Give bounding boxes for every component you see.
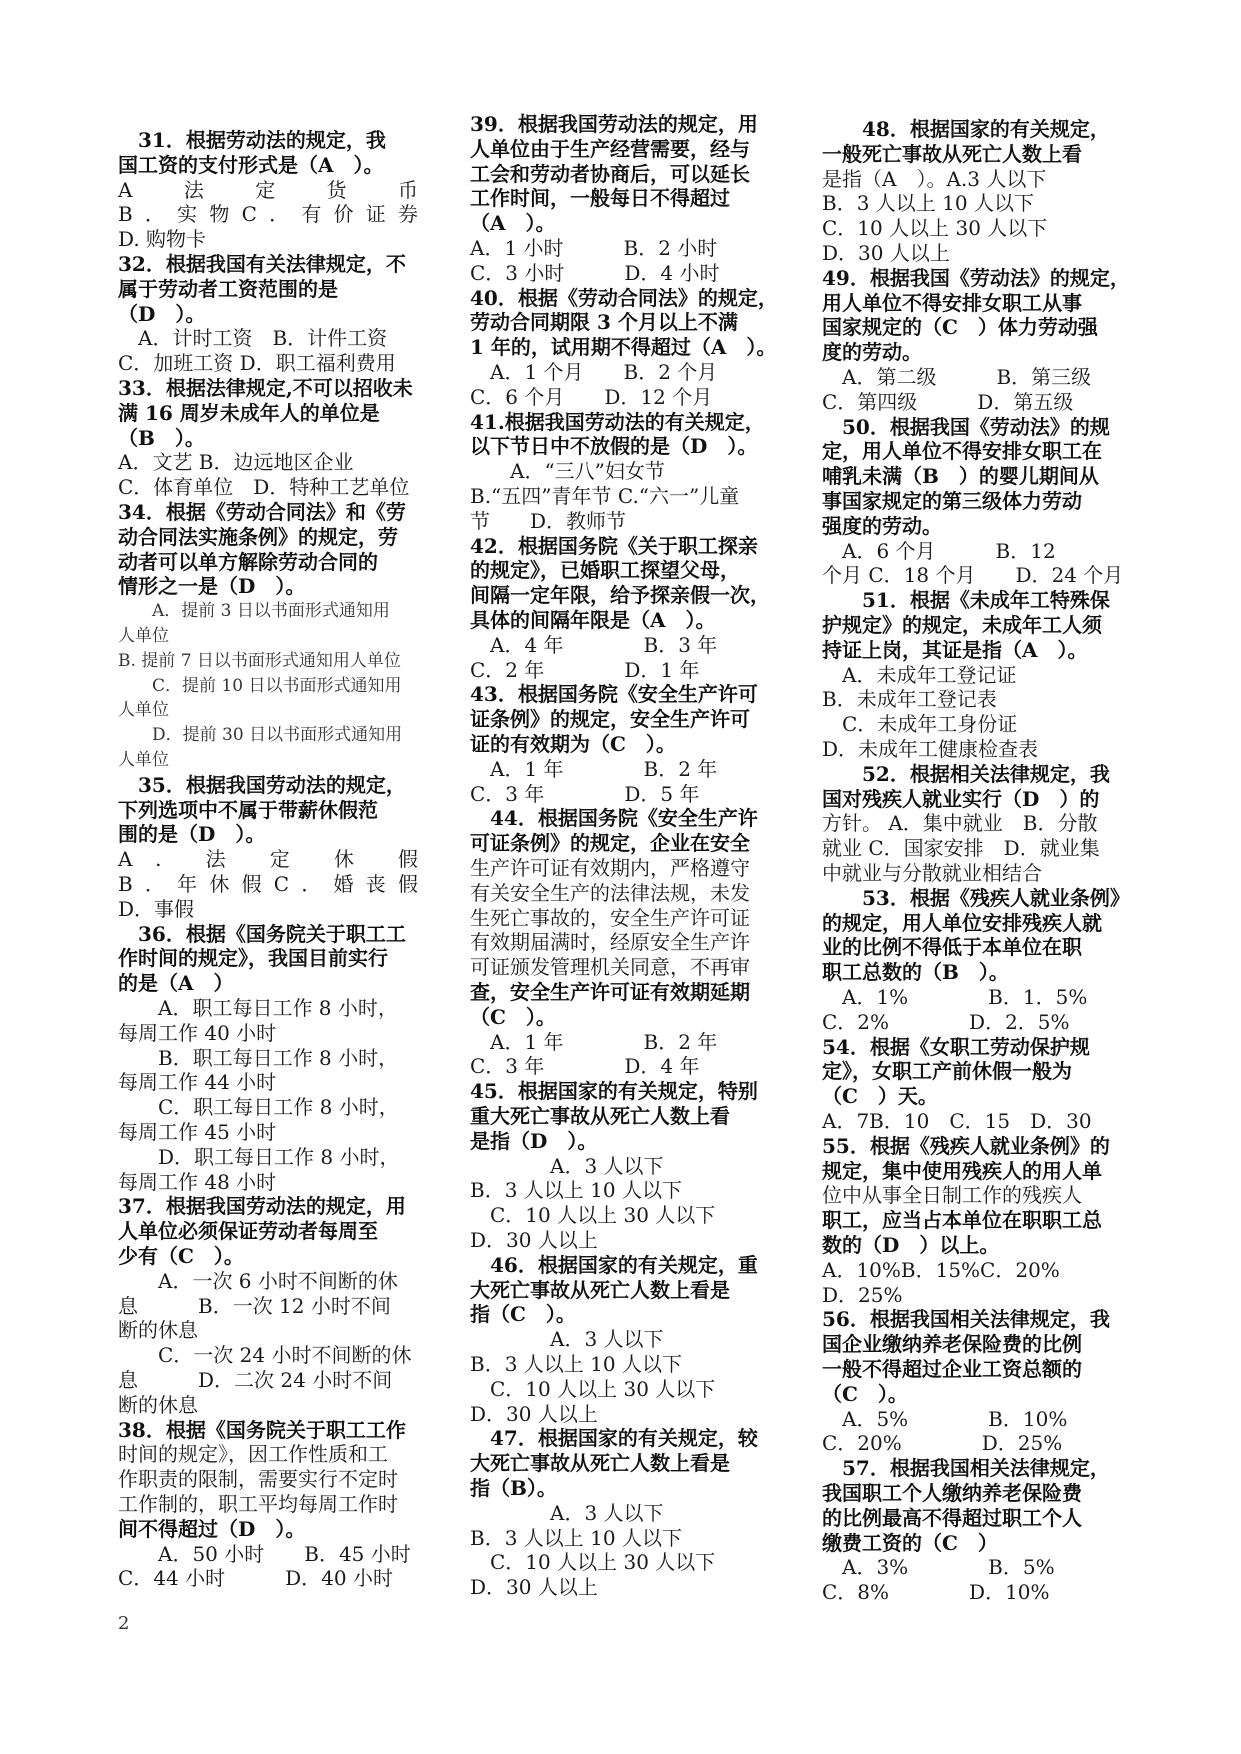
text-line: 人单位必须保证劳动者每周至 xyxy=(118,1219,378,1244)
text-line: A．6 个月 B．12 xyxy=(822,538,1056,563)
text-line: 少有（C ）。 xyxy=(118,1244,244,1268)
text-line: 节 D．教师节 xyxy=(470,508,627,533)
text-line: A．提前 3 日以书面形式通知用 xyxy=(118,601,390,622)
text-line: B. 提前 7 日以书面形式通知用人单位 xyxy=(118,650,401,671)
text-line: 45．根据国家的有关规定，特别 xyxy=(470,1079,758,1104)
text-line: 位中从事全日制工作的残疾人 xyxy=(822,1183,1082,1208)
text-line: B．年休假C．婚丧假 xyxy=(118,872,418,896)
text-line: D．事假 xyxy=(118,896,195,921)
text-line: D．职工每日工作 8 小时， xyxy=(118,1144,400,1169)
text-line: 1 年的，试用期不得超过（A ）。 xyxy=(470,335,777,360)
text-line: 34．根据《劳动合同法》和《劳 xyxy=(118,500,406,524)
text-line: 46．根据国家的有关规定，重 xyxy=(470,1252,758,1277)
text-line: 作职责的限制，需要实行不定时 xyxy=(118,1467,398,1492)
text-line: A 法 定 货 币 xyxy=(118,177,418,202)
text-line: C．加班工资 D．职工福利费用 xyxy=(118,351,396,376)
text-line: A．一次 6 小时不间断的休 xyxy=(118,1268,398,1293)
text-line: 有关安全生产的法律法规，未发 xyxy=(470,880,750,905)
text-line: A . 法 定 休 假 xyxy=(118,847,418,872)
text-line: 哺乳未满（B ）的婴儿期间从 xyxy=(822,464,1099,489)
text-line: D．30 人以上 xyxy=(822,241,950,265)
text-line: B．职工每日工作 8 小时， xyxy=(118,1045,399,1070)
text-line: C．体育单位 D．特种工艺单位 xyxy=(118,475,410,500)
text-line: 职工，应当占本单位在职职工总 xyxy=(822,1208,1102,1233)
text-line: 证条例》的规定，安全生产许可 xyxy=(470,707,750,732)
text-line: 33．根据法律规定,不可以招收未 xyxy=(118,376,413,400)
text-line: C．20% D．25% xyxy=(822,1431,1063,1456)
text-line: A．50 小时 B．45 小时 xyxy=(118,1541,411,1566)
text-line: 方针。 A．集中就业 B．分散 xyxy=(822,811,1098,836)
text-line: C．10 人以上 30 人以下 xyxy=(470,1376,716,1401)
text-line: A．文艺 B．边远地区企业 xyxy=(118,450,354,475)
text-line: 31．根据劳动法的规定，我 xyxy=(118,128,386,152)
text-line: 50．根据我国《劳动法》的规 xyxy=(822,414,1110,439)
text-line: C．10 人以上 30 人以下 xyxy=(470,1550,716,1575)
text-line: A．1 小时 B．2 小时 xyxy=(470,236,718,260)
text-line: 48．根据国家的有关规定， xyxy=(822,117,1110,141)
text-line: 每周工作 40 小时 xyxy=(118,1020,277,1045)
text-line: A．3 人以下 xyxy=(470,1500,664,1525)
text-line: 度的劳动。 xyxy=(822,340,922,365)
text-line: 定》，女职工产前休假一般为 xyxy=(822,1059,1072,1084)
text-line: D. 购物卡 xyxy=(118,227,207,252)
text-line: 51．根据《未成年工特殊保 xyxy=(822,588,1110,613)
text-line: C．第四级 D．第五级 xyxy=(822,389,1074,414)
text-line: 生死亡事故的，安全生产许可证 xyxy=(470,905,750,930)
text-line: 人单位 xyxy=(118,700,169,721)
text-line: 数的（D ）以上。 xyxy=(822,1233,1000,1257)
text-line: 时间的规定》，因工作性质和工 xyxy=(118,1442,388,1467)
text-line: 护规定》的规定，未成年工人须 xyxy=(822,613,1102,637)
text-line: 人单位 xyxy=(118,750,169,770)
text-line: B．3 人以上 10 人以下 xyxy=(470,1178,682,1203)
text-line: B.“五四”青年节 C.“六一”儿童 xyxy=(470,484,740,508)
text-line: 业的比例不得低于本单位在职 xyxy=(822,935,1082,960)
text-line: 57．根据我国相关法律规定， xyxy=(822,1456,1110,1481)
text-line: C．职工每日工作 8 小时， xyxy=(118,1095,399,1120)
text-line: C．3 年 D．4 年 xyxy=(470,1054,700,1079)
text-line: 是指（D ）。 xyxy=(470,1128,598,1153)
text-line: 查，安全生产许可证有效期延期 xyxy=(470,980,750,1004)
text-line: 职工总数的（B ）。 xyxy=(822,960,1009,985)
text-line: 国企业缴纳养老保险费的比例 xyxy=(822,1332,1082,1357)
text-line: 每周工作 44 小时 xyxy=(118,1070,277,1095)
text-line: （C ）。 xyxy=(822,1381,908,1406)
text-line: 可证颁发管理机关同意，不再审 xyxy=(470,955,750,980)
text-line: A．“三八”妇女节 xyxy=(470,459,665,484)
text-line: 情形之一是（D ）。 xyxy=(118,574,306,599)
text-line: 以下节日中不放假的是（D ）。 xyxy=(470,434,758,459)
text-line: 工会和劳动者协商后，可以延长 xyxy=(470,161,750,186)
text-line: D．30 人以上 xyxy=(470,1575,598,1600)
text-line: A．1 年 B．2 年 xyxy=(470,756,718,781)
text-line: 就业 C．国家安排 D．就业集 xyxy=(822,836,1100,861)
text-line: B．实物C．有价证券 xyxy=(118,202,418,227)
text-line: 国家规定的（C ）体力劳动强 xyxy=(822,315,1098,340)
text-line: （D ）。 xyxy=(118,301,206,326)
text-line: A．未成年工登记证 xyxy=(822,662,1017,687)
text-line: 52．根据相关法律规定，我 xyxy=(822,761,1110,786)
text-line: 55．根据《残疾人就业条例》的 xyxy=(822,1133,1110,1158)
text-line: 劳动合同期限 3 个月以上不满 xyxy=(470,310,738,335)
text-line: 围的是（D ）。 xyxy=(118,822,266,847)
text-line: A．职工每日工作 8 小时， xyxy=(118,996,398,1020)
text-line: 证的有效期为（C ）。 xyxy=(470,732,676,756)
text-line: 38．根据《国务院关于职工工作 xyxy=(118,1417,406,1442)
text-line: 是指（A ）。A.3 人以下 xyxy=(822,166,1047,191)
text-line: 动者可以单方解除劳动合同的 xyxy=(118,549,378,574)
text-line: 强度的劳动。 xyxy=(822,513,942,538)
text-line: A．第二级 B．第三级 xyxy=(822,365,1092,389)
text-line: B．3 人以上 10 人以下 xyxy=(470,1525,682,1550)
text-line: A．4 年 B．3 年 xyxy=(470,632,718,657)
text-line: 中就业与分散就业相结合 xyxy=(822,861,1042,885)
text-line: C．10 人以上 30 人以下 xyxy=(470,1203,716,1228)
text-line: （B ）。 xyxy=(118,425,205,450)
text-line: （C ）。 xyxy=(470,1004,556,1029)
text-line: A．1 个月 B．2 个月 xyxy=(470,360,718,384)
text-line: 国工资的支付形式是（A ）。 xyxy=(118,152,384,177)
text-line: C．6 个月 D．12 个月 xyxy=(470,384,713,409)
text-line: （A ）。 xyxy=(470,211,556,236)
text-line: A．7B．10 C．15 D．30 xyxy=(822,1109,1092,1133)
text-line: A．3 人以下 xyxy=(470,1327,664,1352)
text-line: 40．根据《劳动合同法》的规定， xyxy=(470,285,778,310)
text-line: 满 16 周岁未成年人的单位是 xyxy=(118,400,380,425)
text-line: 定，用人单位不得安排女职工在 xyxy=(822,439,1102,464)
text-line: C．2% D．2．5% xyxy=(822,1009,1070,1034)
text-line: A．5% B．10% xyxy=(822,1406,1068,1431)
text-line: B．未成年工登记表 xyxy=(822,687,997,712)
text-line: C．44 小时 D．40 小时 xyxy=(118,1566,393,1591)
text-line: C．3 小时 D．4 小时 xyxy=(470,260,720,285)
text-line: 我国职工个人缴纳养老保险费 xyxy=(822,1481,1082,1505)
text-line: 大死亡事故从死亡人数上看是 xyxy=(470,1451,730,1476)
text-line: C．3 年 D．5 年 xyxy=(470,781,700,806)
text-line: 断的休息 xyxy=(118,1318,198,1343)
text-line: 44．根据国务院《安全生产许 xyxy=(470,806,758,831)
text-line: 一般死亡事故从死亡人数上看 xyxy=(822,141,1082,166)
text-line: 大死亡事故从死亡人数上看是 xyxy=(470,1277,730,1302)
text-line: 可证条例》的规定，企业在安全 xyxy=(470,831,750,856)
text-line: D．25% xyxy=(822,1282,903,1307)
text-line: 一般不得超过企业工资总额的 xyxy=(822,1357,1082,1381)
text-line: C．10 人以上 30 人以下 xyxy=(822,216,1048,241)
text-line: A．10%B．15%C．20% xyxy=(822,1257,1060,1282)
text-line: 49．根据我国《劳动法》的规定， xyxy=(822,265,1130,290)
text-line: 指（C ）。 xyxy=(470,1302,576,1327)
text-line: 的规定，用人单位安排残疾人就 xyxy=(822,910,1102,935)
text-line: 的比例最高不得超过职工个人 xyxy=(822,1505,1082,1530)
text-line: B．3 人以上 10 人以下 xyxy=(822,191,1034,216)
text-line: C．提前 10 日以书面形式通知用 xyxy=(118,675,402,696)
text-line: 35．根据我国劳动法的规定， xyxy=(118,772,406,797)
text-line: D．30 人以上 xyxy=(470,1401,598,1426)
text-line: 息 B．一次 12 小时不间 xyxy=(118,1293,391,1318)
text-line: 每周工作 45 小时 xyxy=(118,1120,277,1144)
text-line: 缴费工资的（C ） xyxy=(822,1530,998,1555)
text-line: 41.根据我国劳动法的有关规定， xyxy=(470,409,765,434)
text-line: 间不得超过（D ）。 xyxy=(118,1516,306,1541)
text-line: A．计时工资 B．计件工资 xyxy=(118,326,388,351)
text-line: 53．根据《残疾人就业条例》 xyxy=(822,885,1130,910)
text-line: 工作制的，职工平均每周工作时 xyxy=(118,1492,398,1516)
text-line: 间隔一定年限，给予探亲假一次， xyxy=(470,583,770,608)
text-line: 47．根据国家的有关规定，较 xyxy=(470,1426,758,1451)
text-line: D．30 人以上 xyxy=(470,1228,598,1252)
text-line: A．1% B．1．5% xyxy=(822,985,1088,1009)
text-line: 断的休息 xyxy=(118,1392,198,1417)
text-line: （C ）天。 xyxy=(822,1084,938,1109)
text-line: C．8% D．10% xyxy=(822,1580,1050,1605)
text-line: 重大死亡事故从死亡人数上看 xyxy=(470,1104,730,1128)
text-line: D．未成年工健康检查表 xyxy=(822,737,1039,761)
text-line: 的规定》，已婚职工探望父母， xyxy=(470,558,740,583)
text-line: 工作时间，一般每日不得超过 xyxy=(470,186,730,211)
text-line: 属于劳动者工资范围的是 xyxy=(118,276,338,301)
text-line: C．一次 24 小时不间断的休 xyxy=(118,1343,412,1368)
text-line: 54．根据《女职工劳动保护规 xyxy=(822,1034,1090,1059)
text-line: 的是（A ） xyxy=(118,971,234,996)
text-line: 42．根据国务院《关于职工探亲 xyxy=(470,533,758,558)
text-line: D．提前 30 日以书面形式通知用 xyxy=(118,725,403,746)
text-line: 有效期届满时，经原安全生产许 xyxy=(470,930,750,955)
text-line: 39．根据我国劳动法的规定，用 xyxy=(470,112,758,136)
text-line: C．2 年 D．1 年 xyxy=(470,657,700,682)
text-line: 持证上岗，其证是指（A ）。 xyxy=(822,637,1088,662)
text-line: A．3% B．5% xyxy=(822,1555,1055,1580)
text-line: 具体的间隔年限是（A ）。 xyxy=(470,608,716,632)
text-line: 个月 C．18 个月 D．24 个月 xyxy=(822,563,1124,588)
text-line: A．3 人以下 xyxy=(470,1153,664,1178)
text-line: 国对残疾人就业实行（D ）的 xyxy=(822,786,1100,811)
text-line: 规定，集中使用残疾人的用人单 xyxy=(822,1158,1102,1183)
text-line: C．未成年工身份证 xyxy=(822,712,1018,737)
text-line: 生产许可证有效期内，严格遵守 xyxy=(470,856,750,880)
text-line: 事国家规定的第三级体力劳动 xyxy=(822,489,1082,513)
text-line: 用人单位不得安排女职工从事 xyxy=(822,290,1082,315)
text-line: 人单位 xyxy=(118,626,169,646)
text-line: 32．根据我国有关法律规定，不 xyxy=(118,252,406,276)
text-line: B．3 人以上 10 人以下 xyxy=(470,1352,682,1376)
text-line: 作时间的规定》，我国目前实行 xyxy=(118,946,388,971)
text-line: 每周工作 48 小时 xyxy=(118,1169,277,1194)
text-line: 36．根据《国务院关于职工工 xyxy=(118,921,406,946)
text-line: 人单位由于生产经营需要，经与 xyxy=(470,136,750,161)
text-line: 37．根据我国劳动法的规定，用 xyxy=(118,1194,406,1219)
text-line: 43．根据国务院《安全生产许可 xyxy=(470,682,758,707)
text-line: 息 D．二次 24 小时不间 xyxy=(118,1368,393,1392)
text-line: A．1 年 B．2 年 xyxy=(470,1029,718,1054)
page-number: 2 xyxy=(118,1613,130,1634)
text-line: 指（B）。 xyxy=(470,1476,557,1500)
text-line: 动合同法实施条例》的规定，劳 xyxy=(118,524,398,549)
text-line: 56．根据我国相关法律规定，我 xyxy=(822,1307,1110,1332)
text-line: 下列选项中不属于带薪休假范 xyxy=(118,797,378,822)
